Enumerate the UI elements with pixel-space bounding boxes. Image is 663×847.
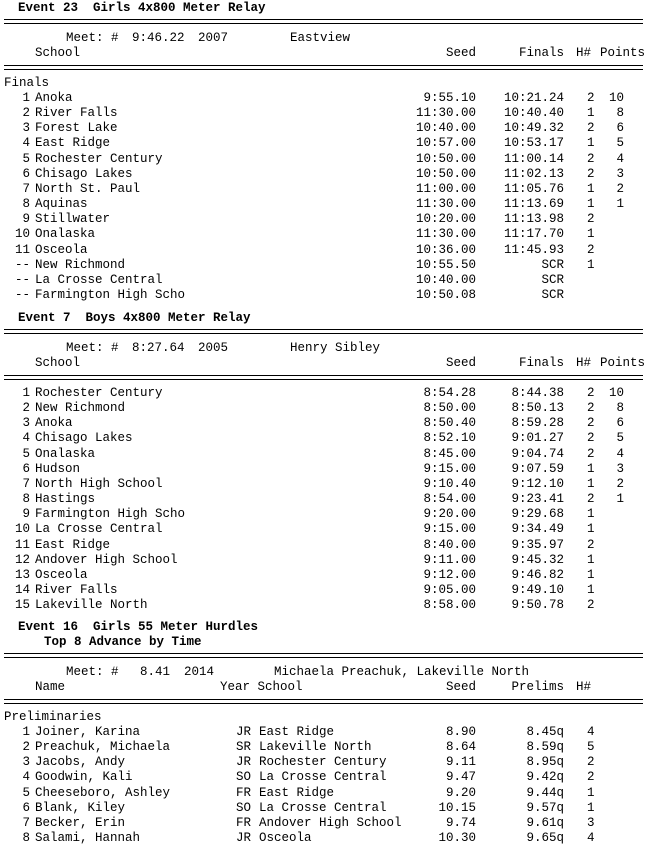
table-row [4,831,644,846]
heat: 1 [587,507,595,522]
place: 12 [14,552,30,567]
heat: 2 [587,386,595,400]
table-row [4,816,644,831]
heat: 2 [587,212,595,227]
meet-record-time: 9:46.22 [132,31,185,45]
divider [4,375,643,380]
divider [4,19,643,24]
header-seed: Seed [445,46,476,60]
meet-record-time: 8.41 [140,665,171,679]
table-row [4,755,644,770]
school: North High School [35,476,163,491]
seed-time: 10:40.00 [415,272,476,287]
prelim-time: 8.45q [526,725,564,739]
place: 11 [14,242,30,257]
school: Stillwater [35,212,111,227]
school: Lakeville North [259,740,372,755]
event-16-subtitle: Top 8 Advance by Time [44,635,202,649]
points: 3 [616,166,624,181]
school: Lakeville North [35,598,148,613]
prelim-time: 9.42q [526,770,564,785]
table-row [4,583,644,598]
points: 10 [608,91,624,105]
final-time: 9:50.78 [511,598,564,613]
final-time: 9:45.32 [511,552,564,567]
place: 14 [14,582,30,597]
seed-time: 8.64 [445,740,476,755]
table-row [4,401,644,416]
heat: 2 [587,492,595,507]
points: 1 [616,197,624,212]
final-time: 8:44.38 [511,386,564,400]
table-row [4,462,644,477]
heat: 1 [587,257,595,272]
school: Osceola [35,567,88,582]
table-row [4,801,644,816]
seed-time: 11:30.00 [415,227,476,242]
event-16-title: Event 16 Girls 55 Meter Hurdles [18,620,259,634]
school: Rochester Century [35,151,163,166]
place: 9 [22,212,30,227]
table-row [4,167,644,182]
athlete-name: Cheeseboro, Ashley [35,785,171,800]
table-row [4,258,644,273]
table-row [4,786,644,801]
column-headers [4,680,644,695]
athlete-name: Jacobs, Andy [35,755,126,770]
place: 4 [22,770,30,785]
header-points: Points [600,46,646,60]
school: La Crosse Central [259,770,387,785]
seed-time: 9.20 [445,785,476,800]
school: Rochester Century [35,386,163,400]
heat: 1 [587,197,595,212]
final-time: 11:13.69 [503,197,564,212]
place: 2 [22,740,30,755]
final-time: 10:40.40 [503,106,564,121]
meet-label: Meet: # [66,31,119,45]
meet-record-line [4,341,644,356]
place: 6 [22,800,30,815]
heat: 2 [587,770,595,785]
meet-record-line [4,665,644,680]
place: 4 [22,136,30,151]
table-row [4,598,644,613]
meet-record-year: 2007 [198,31,229,45]
place: 9 [22,507,30,522]
place: 1 [22,725,30,739]
place: 5 [22,151,30,166]
meet-record-holder: Henry Sibley [290,341,381,355]
heat: 5 [587,740,595,755]
final-time: SCR [541,272,564,287]
seed-time: 10.15 [438,800,476,815]
seed-time: 10:36.00 [415,242,476,257]
seed-time: 9.74 [445,815,476,830]
seed-time: 8:45.00 [423,446,476,461]
points: 4 [616,446,624,461]
place: 3 [22,755,30,770]
place: 8 [22,197,30,212]
points: 2 [616,181,624,196]
final-time: 11:17.70 [503,227,564,242]
school: Anoka [35,91,73,105]
final-time: 11:05.76 [503,181,564,196]
school: New Richmond [35,401,126,416]
place: 11 [14,537,30,552]
final-time: SCR [541,287,564,302]
table-row [4,725,644,740]
heat: 2 [587,431,595,446]
column-headers [4,356,644,371]
column-headers [4,46,644,61]
table-row [4,106,644,121]
heat: 2 [587,121,595,136]
table-row [4,212,644,227]
school: East Ridge [259,785,335,800]
meet-record-holder: Michaela Preachuk, Lakeville North [274,665,530,679]
points: 8 [616,106,624,121]
section-label: Preliminaries [4,710,102,724]
place: 5 [22,785,30,800]
final-time: 11:00.14 [503,151,564,166]
final-time: 9:01.27 [511,431,564,446]
heat: 2 [587,598,595,613]
heat: 2 [587,446,595,461]
header-prelims: Prelims [511,680,564,694]
heat: 1 [587,136,595,151]
seed-time: 9:12.00 [423,567,476,582]
place: 2 [22,106,30,121]
year: FR [236,785,252,800]
prelim-time: 8.59q [526,740,564,755]
seed-time: 9:20.00 [423,507,476,522]
final-time: SCR [541,257,564,272]
meet-record-line [4,31,644,46]
seed-time: 8:54.28 [423,386,476,400]
place: 10 [14,227,30,242]
prelim-time: 9.61q [526,815,564,830]
header-seed: Seed [445,680,476,694]
place: 15 [14,598,30,613]
seed-time: 10:55.50 [415,257,476,272]
heat: 2 [587,242,595,257]
final-time: 11:45.93 [503,242,564,257]
table-row [4,197,644,212]
header-school: School [35,356,81,370]
points: 1 [616,492,624,507]
seed-time: 9:10.40 [423,476,476,491]
year: JR [236,831,252,846]
place: 13 [14,567,30,582]
heat: 3 [587,815,595,830]
school: Chisago Lakes [35,166,133,181]
final-time: 9:29.68 [511,507,564,522]
final-time: 11:13.98 [503,212,564,227]
heat: 1 [587,106,595,121]
place: 7 [22,181,30,196]
year: SO [236,770,252,785]
year: FR [236,815,252,830]
header-school: School [35,46,81,60]
divider [4,65,643,70]
school: Andover High School [259,815,402,830]
divider [4,653,643,658]
place: 8 [22,492,30,507]
athlete-name: Goodwin, Kali [35,770,133,785]
year: SO [236,800,252,815]
seed-time: 11:30.00 [415,106,476,121]
school: North St. Paul [35,181,141,196]
meet-label: Meet: # [66,665,119,679]
event-7-title: Event 7 Boys 4x800 Meter Relay [18,311,251,325]
heat: 2 [587,166,595,181]
place: 10 [14,522,30,537]
prelim-time: 9.65q [526,831,564,846]
seed-time: 11:30.00 [415,197,476,212]
table-row [4,91,644,106]
points: 6 [616,121,624,136]
final-time: 9:34.49 [511,522,564,537]
points: 5 [616,431,624,446]
seed-time: 9.11 [445,755,476,770]
heat: 1 [587,476,595,491]
heat: 2 [587,416,595,431]
place: 4 [22,431,30,446]
final-time: 9:49.10 [511,582,564,597]
table-row [4,152,644,167]
heat: 2 [587,151,595,166]
meet-record-holder: Eastview [290,31,351,45]
final-time: 9:46.82 [511,567,564,582]
table-row [4,492,644,507]
school: Osceola [259,831,312,846]
place: 7 [22,476,30,491]
school: Onalaska [35,446,96,461]
school: La Crosse Central [35,272,163,287]
final-time: 10:53.17 [503,136,564,151]
year: JR [236,725,252,739]
final-time: 9:23.41 [511,492,564,507]
seed-time: 8:58.00 [423,598,476,613]
header-seed: Seed [445,356,476,370]
heat: 1 [587,227,595,242]
final-time: 9:07.59 [511,461,564,476]
points: 2 [616,476,624,491]
place: 1 [22,91,30,105]
prelim-time: 8.95q [526,755,564,770]
school: East Ridge [259,725,335,739]
place: 3 [22,416,30,431]
header-year-school: Year School [220,680,303,694]
seed-time: 8.90 [445,725,476,739]
school: Aquinas [35,197,88,212]
seed-time: 8:54.00 [423,492,476,507]
school: River Falls [35,582,118,597]
place: 6 [22,166,30,181]
heat: 1 [587,522,595,537]
meet-record-year: 2014 [184,665,215,679]
table-row [4,121,644,136]
school: La Crosse Central [35,522,163,537]
school: Onalaska [35,227,96,242]
divider [4,699,643,704]
seed-time: 9:15.00 [423,461,476,476]
table-row [4,740,644,755]
athlete-name: Preachuk, Michaela [35,740,171,755]
school: Hastings [35,492,96,507]
heat: 1 [587,461,595,476]
seed-time: 10:57.00 [415,136,476,151]
table-row [4,136,644,151]
header-name: Name [35,680,66,694]
place: 5 [22,446,30,461]
school: La Crosse Central [259,800,387,815]
seed-time: 10:50.08 [415,287,476,302]
seed-time: 8:50.00 [423,401,476,416]
athlete-name: Blank, Kiley [35,800,126,815]
heat: 1 [587,567,595,582]
seed-time: 10:50.00 [415,166,476,181]
place: 1 [22,386,30,400]
table-row [4,416,644,431]
school: Farmington High Scho [35,287,186,302]
seed-time: 8:52.10 [423,431,476,446]
points: 3 [616,461,624,476]
points: 8 [616,401,624,416]
header-heat: H# [576,46,592,60]
seed-time: 11:00.00 [415,181,476,196]
year: SR [236,740,252,755]
final-time: 10:49.32 [503,121,564,136]
final-time: 8:59.28 [511,416,564,431]
place: -- [14,287,30,302]
school: Chisago Lakes [35,431,133,446]
school: Rochester Century [259,755,387,770]
place: -- [14,257,30,272]
final-time: 9:04.74 [511,446,564,461]
final-time: 9:12.10 [511,476,564,491]
place: 7 [22,815,30,830]
place: 3 [22,121,30,136]
heat: 1 [587,582,595,597]
table-row [4,477,644,492]
year: JR [236,755,252,770]
heat: 1 [587,552,595,567]
seed-time: 10.30 [438,831,476,846]
seed-time: 10:20.00 [415,212,476,227]
table-row [4,227,644,242]
heat: 1 [587,181,595,196]
final-time: 10:21.24 [503,91,564,105]
heat: 2 [587,537,595,552]
table-row [4,431,644,446]
school: Anoka [35,416,73,431]
seed-time: 9:15.00 [423,522,476,537]
heat: 1 [587,800,595,815]
points: 10 [608,386,624,400]
final-time: 8:50.13 [511,401,564,416]
place: 2 [22,401,30,416]
school: Osceola [35,242,88,257]
school: River Falls [35,106,118,121]
heat: 4 [587,831,595,846]
seed-time: 9:55.10 [423,91,476,105]
place: 6 [22,461,30,476]
heat: 1 [587,785,595,800]
heat: 2 [587,401,595,416]
place: -- [14,272,30,287]
prelim-time: 9.44q [526,785,564,800]
seed-time: 10:40.00 [415,121,476,136]
header-heat: H# [576,356,592,370]
table-row [4,182,644,197]
header-finals: Finals [518,46,564,60]
prelim-time: 9.57q [526,800,564,815]
header-points: Points [600,356,646,370]
seed-time: 10:50.00 [415,151,476,166]
seed-time: 9.47 [445,770,476,785]
table-row [4,507,644,522]
table-row [4,568,644,583]
school: New Richmond [35,257,126,272]
table-row [4,538,644,553]
meet-record-year: 2005 [198,341,229,355]
points: 6 [616,416,624,431]
athlete-name: Joiner, Karina [35,725,141,739]
header-heat: H# [576,680,592,694]
points: 4 [616,151,624,166]
meet-record-time: 8:27.64 [132,341,185,355]
school: Farmington High Scho [35,507,186,522]
section-label: Finals [4,76,50,90]
meet-label: Meet: # [66,341,119,355]
athlete-name: Becker, Erin [35,815,126,830]
final-time: 11:02.13 [503,166,564,181]
school: Hudson [35,461,81,476]
table-row [4,770,644,785]
heat: 4 [587,725,595,739]
table-row [4,243,644,258]
school: Forest Lake [35,121,118,136]
seed-time: 9:11.00 [423,552,476,567]
seed-time: 9:05.00 [423,582,476,597]
seed-time: 8:40.00 [423,537,476,552]
event-23-title: Event 23 Girls 4x800 Meter Relay [18,1,266,15]
school: East Ridge [35,537,111,552]
points: 5 [616,136,624,151]
table-row [4,447,644,462]
table-row [4,273,644,288]
table-row [4,522,644,537]
divider [4,329,643,334]
heat: 2 [587,91,595,105]
header-finals: Finals [518,356,564,370]
table-row [4,553,644,568]
school: Andover High School [35,552,178,567]
final-time: 9:35.97 [511,537,564,552]
school: East Ridge [35,136,111,151]
table-row [4,288,644,303]
heat: 2 [587,755,595,770]
table-row [4,386,644,401]
seed-time: 8:50.40 [423,416,476,431]
athlete-name: Salami, Hannah [35,831,141,846]
place: 8 [22,831,30,846]
